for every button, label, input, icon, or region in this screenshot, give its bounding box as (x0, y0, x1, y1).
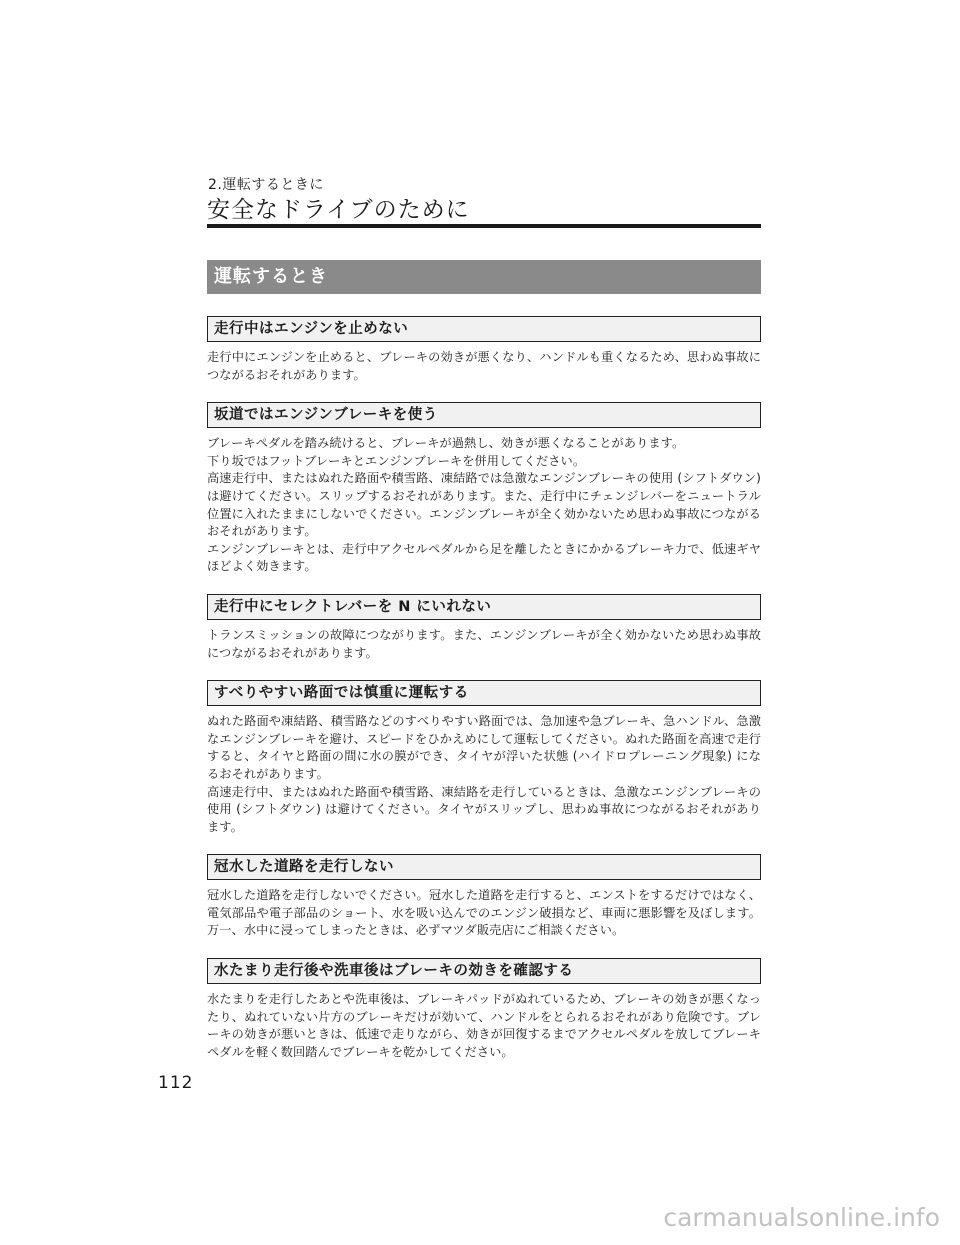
section-body (207, 887, 761, 940)
section-engine-brake (207, 402, 761, 576)
page-title: 安全なドライブのために (207, 197, 470, 223)
paragraph: 冠水した道路を走行しないでください。冠水した道路を走行すると、エンストをするだけではなく、電気部品や電子部品のショート、水を吸い込んでのエンジン破損など、車両に悪影響を及ぼします。万一、水中に浸ってしまったときは、必ずマツダ販売店にご相談ください。 (207, 888, 761, 938)
paragraph: ブレーキペダルを踏み続けると、ブレーキが過熱し、効きが悪くなることがあります。 (207, 436, 685, 451)
section-heading: 冠水した道路を走行しない (207, 854, 761, 880)
section-heading: 水たまり走行後や洗車後はブレーキの効きを確認する (207, 958, 761, 984)
section-slippery-road (207, 680, 761, 836)
section-banner: 運転するとき (207, 260, 761, 294)
chapter-label: 2.運転するときに (208, 177, 324, 193)
paragraph: 高速走行中、またはぬれた路面や積雪路、凍結路を走行しているときは、急激なエンジンブレーキの使用 (シフトダウン) は避けてください。タイヤがスリップし、思わぬ事故につながるおそれがあります。 (207, 784, 761, 834)
title-divider (207, 224, 761, 228)
paragraph: 高速走行中、またはぬれた路面や積雪路、凍結路では急激なエンジンブレーキの使用 (シフトダウン) は避けてください。スリップするおそれがあります。また、走行中にチェンジレバーをニュートラル位置に入れたままにしないでください。エンジンブレーキが全く効かないため思わぬ事故につながるおそれがあります。 (207, 471, 761, 539)
section-body (207, 349, 761, 384)
paragraph: 走行中にエンジンを止めると、ブレーキの効きが悪くなり、ハンドルも重くなるため、思わぬ事故につながるおそれがあります。 (207, 350, 761, 382)
section-brake-check (207, 958, 761, 1061)
section-heading: すべりやすい路面では慎重に運転する (207, 680, 761, 706)
paragraph: 下り坂ではフットブレーキとエンジンブレーキを併用してください。 (207, 453, 586, 468)
section-body (207, 713, 761, 836)
section-heading: 走行中はエンジンを止めない (207, 316, 761, 342)
watermark: carmanualsonline.info (663, 1203, 940, 1232)
section-engine-off (207, 316, 761, 384)
page-number: 112 (158, 1073, 194, 1093)
paragraph: ぬれた路面や凍結路、積雪路などのすべりやすい路面では、急加速や急ブレーキ、急ハンドル、急激なエンジンブレーキを避け、スピードをひかえめにして運転してください。ぬれた路面を高速で走行すると、タイヤと路面の間に水の膜ができ、タイヤが浮いた状態 (ハイドロプレーニング現象) になるおそれがあります。 (207, 714, 761, 781)
section-heading: 坂道ではエンジンブレーキを使う (207, 402, 761, 428)
paragraph: エンジンブレーキとは、走行中アクセルペダルから足を離したときにかかるブレーキ力で、低速ギヤほどよく効きます。 (207, 541, 761, 574)
paragraph: トランスミッションの故障につながります。また、エンジンブレーキが全く効かないため思わぬ事故につながるおそれがあります。 (207, 627, 761, 660)
section-body (207, 627, 761, 662)
main-content (207, 316, 761, 1061)
paragraph: 水たまりを走行したあとや洗車後は、ブレーキパッドがぬれているため、ブレーキの効きが悪くなったり、ぬれていない片方のブレーキだけが効いて、ハンドルをとられるおそれがあり危険です。ブレーキの効きが悪いときは、低速で走りながら、効きが回復するまでアクセルペダルを放してブレーキペダルを軽く数回踏んでブレーキを乾かしてください。 (207, 992, 761, 1059)
section-flooded-road (207, 854, 761, 940)
section-body (207, 991, 761, 1061)
section-heading: 走行中にセレクトレバーを N にいれない (207, 594, 761, 620)
section-neutral (207, 594, 761, 662)
section-body (207, 435, 761, 576)
